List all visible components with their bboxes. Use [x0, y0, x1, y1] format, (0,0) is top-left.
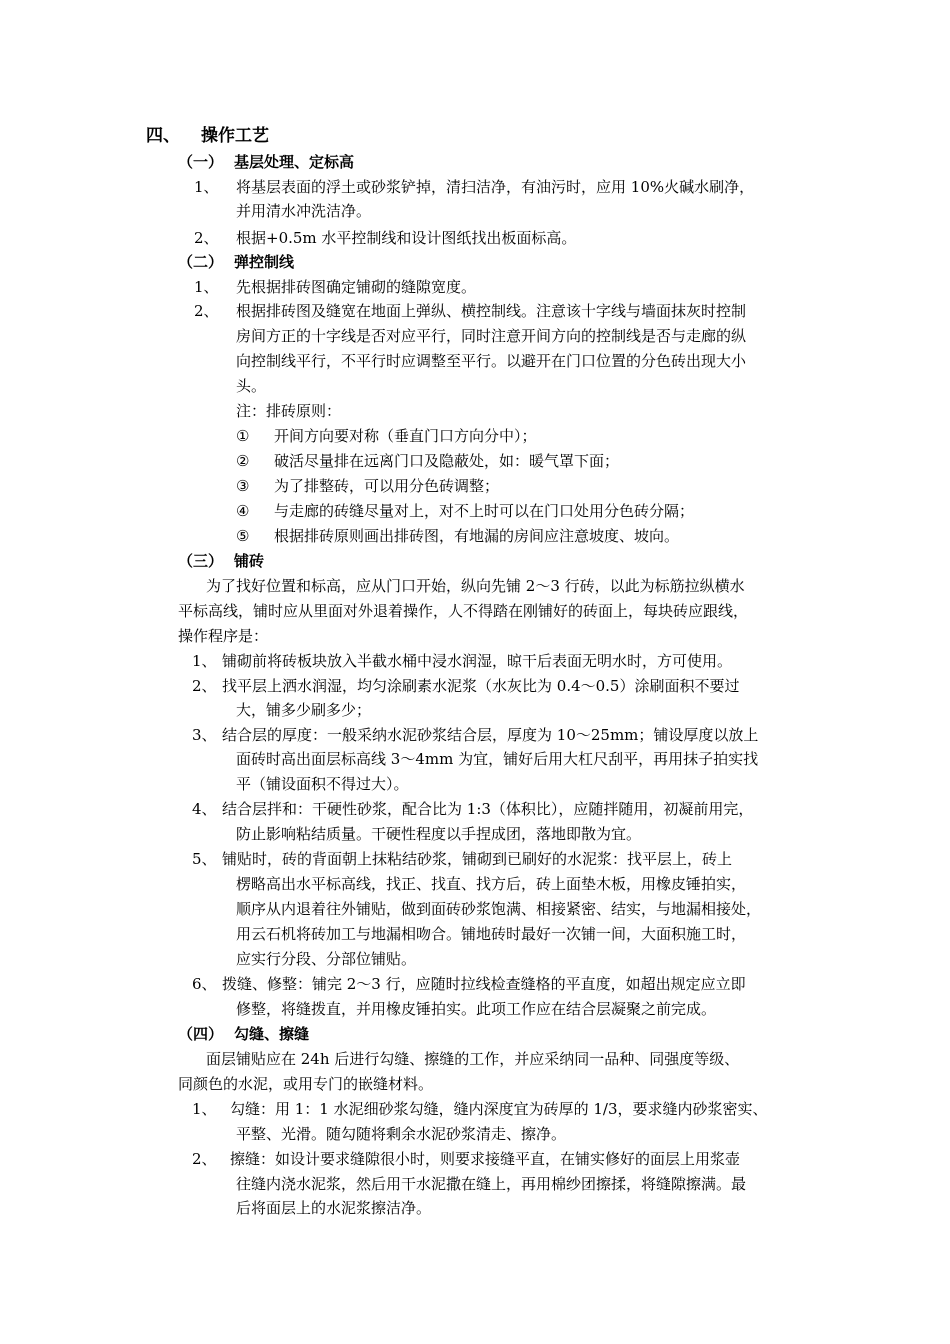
list-text: 面砖时高出面层标高线 3～4mm 为宜，铺好后用大杠尺刮平，再用抹子拍实找 [236, 750, 759, 768]
subsection-title: 铺砖 [234, 552, 265, 570]
list-text: 并用清水冲洗洁净。 [236, 202, 372, 220]
list-text: 将基层表面的浮土或砂浆铲掉，清扫洁净，有油污时，应用 10%火碱水刷净， [236, 178, 755, 196]
list-text: 勾缝：用 1：1 水泥细砂浆勾缝，缝内深度宜为砖厚的 1/3，要求缝内砂浆密实、 [230, 1100, 768, 1118]
list-text: 往缝内浇水泥浆，然后用干水泥撒在缝上，再用棉纱团擦揉，将缝隙擦满。最 [236, 1175, 747, 1193]
list-number: 2、 [194, 302, 219, 320]
list-text: 平整、光滑。随勾随将剩余水泥砂浆清走、擦净。 [236, 1125, 567, 1143]
subsection-title: 勾缝、擦缝 [234, 1025, 310, 1043]
rule-text: 开间方向要对称（垂直门口方向分中）； [274, 427, 537, 445]
list-number: 1、 [192, 1100, 217, 1118]
list-number: 3、 [192, 726, 217, 744]
section-title: 操作工艺 [201, 126, 269, 146]
rule-text: 与走廊的砖缝尽量对上，对不上时可以在门口处用分色砖分隔； [274, 502, 695, 520]
list-text: 头。 [236, 377, 267, 395]
paragraph-text: 为了找好位置和标高，应从门口开始，纵向先铺 2～3 行砖，以此为标筋拉纵横水 [206, 577, 745, 595]
paragraph-text: 面层铺贴应在 24h 后进行勾缝、擦缝的工作，并应采纳同一品种、同强度等级、 [206, 1050, 740, 1068]
list-number: 2、 [192, 1150, 217, 1168]
list-text: 楞略高出水平标高线，找正、找直、找方后，砖上面垫木板，用橡皮锤拍实， [236, 875, 747, 893]
rule-text: 根据排砖原则画出排砖图，有地漏的房间应注意坡度、坡向。 [274, 527, 680, 545]
list-number: 6、 [192, 975, 217, 993]
list-text: 顺序从内退着往外铺贴，做到面砖砂浆饱满、相接紧密、结实，与地漏相接处， [236, 900, 762, 918]
list-number: 1、 [192, 652, 217, 670]
subsection-number: （四） [178, 1025, 224, 1043]
list-text: 根据+0.5m 水平控制线和设计图纸找出板面标高。 [236, 229, 577, 247]
list-text: 房间方正的十字线是否对应平行，同时注意开间方向的控制线是否与走廊的纵 [236, 327, 747, 345]
subsection-number: （一） [178, 153, 224, 171]
list-text: 找平层上洒水润湿，均匀涂刷素水泥浆（水灰比为 0.4～0.5）涂刷面积不要过 [222, 677, 740, 695]
list-text: 拨缝、修整：铺完 2～3 行，应随时拉线检查缝格的平直度，如超出规定应立即 [222, 975, 746, 993]
list-text: 修整，将缝拨直，并用橡皮锤拍实。此项工作应在结合层凝聚之前完成。 [236, 1000, 717, 1018]
list-text: 向控制线平行，不平行时应调整至平行。以避开在门口位置的分色砖出现大小 [236, 352, 747, 370]
list-text: 后将面层上的水泥浆擦洁净。 [236, 1199, 432, 1217]
rule-number: ④ [236, 502, 250, 520]
list-text: 铺砌前将砖板块放入半截水桶中浸水润湿，晾干后表面无明水时，方可使用。 [222, 652, 733, 670]
list-text: 擦缝：如设计要求缝隙很小时，则要求接缝平直，在铺实修好的面层上用浆壶 [230, 1150, 741, 1168]
list-text: 先根据排砖图确定铺砌的缝隙宽度。 [236, 278, 477, 296]
rule-number: ⑤ [236, 527, 250, 545]
list-number: 4、 [192, 800, 217, 818]
list-text: 结合层的厚度：一般采纳水泥砂浆结合层，厚度为 10～25mm；铺设厚度以放上 [222, 726, 759, 744]
list-text: 结合层拌和：干硬性砂浆，配合比为 1:3（体积比），应随拌随用，初凝前用完， [222, 800, 754, 818]
rule-number: ② [236, 452, 250, 470]
list-text: 平（铺设面积不得过大）。 [236, 775, 409, 793]
list-text: 应实行分段、分部位铺贴。 [236, 950, 417, 968]
section-number: 四、 [146, 126, 180, 146]
subsection-number: （二） [178, 253, 224, 271]
list-number: 2、 [194, 229, 219, 247]
rule-text: 破活尽量排在远离门口及隐蔽处，如：暖气罩下面； [274, 452, 620, 470]
note-label: 注：排砖原则： [236, 402, 342, 420]
subsection-number: （三） [178, 552, 224, 570]
list-number: 2、 [192, 677, 217, 695]
list-text: 防止影响粘结质量。干硬性程度以手捏成团，落地即散为宜。 [236, 825, 642, 843]
list-text: 铺贴时，砖的背面朝上抹粘结砂浆，铺砌到已刷好的水泥浆：找平层上，砖上 [222, 850, 733, 868]
paragraph-text: 同颜色的水泥，或用专门的嵌缝材料。 [178, 1075, 434, 1093]
paragraph-text: 平标高线，铺时应从里面对外退着操作，人不得踏在刚铺好的砖面上，每块砖应跟线， [178, 602, 749, 620]
list-text: 大，铺多少刷多少； [236, 701, 372, 719]
subsection-title: 弹控制线 [234, 253, 295, 271]
subsection-title: 基层处理、定标高 [234, 153, 355, 171]
list-text: 用云石机将砖加工与地漏相吻合。铺地砖时最好一次铺一间，大面积施工时， [236, 925, 747, 943]
paragraph-text: 操作程序是： [178, 627, 269, 645]
list-number: 1、 [194, 278, 219, 296]
rule-number: ③ [236, 477, 250, 495]
list-text: 根据排砖图及缝宽在地面上弹纵、横控制线。注意该十字线与墙面抹灰时控制 [236, 302, 747, 320]
list-number: 1、 [194, 178, 219, 196]
rule-number: ① [236, 427, 250, 445]
rule-text: 为了排整砖，可以用分色砖调整； [274, 477, 500, 495]
list-number: 5、 [192, 850, 217, 868]
